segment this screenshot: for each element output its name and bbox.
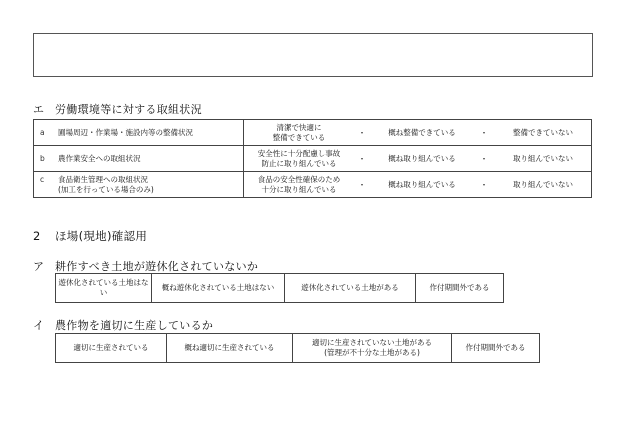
choice-idle-land-exists[interactable]: 遊休化されている土地がある <box>285 274 416 302</box>
choice-improper-land-exists[interactable]: 適切に生産されていない土地がある (管理が不十分な土地がある) <box>293 334 452 362</box>
bullet: ・ <box>480 180 488 189</box>
idle-land-choices <box>55 273 504 303</box>
section-2-number: 2 <box>33 229 41 243</box>
choice-off-season[interactable]: 作付期間外である <box>465 343 526 352</box>
labor-environment-table <box>33 119 592 198</box>
table-row <box>34 120 592 146</box>
section-e-title: 労働環境等に対する取組状況 <box>55 103 202 116</box>
row-a-options <box>244 120 592 146</box>
row-a-option-1[interactable]: 清潔で快適に 整備できている <box>272 122 326 142</box>
bullet: ・ <box>358 154 366 163</box>
comment-box[interactable] <box>33 33 593 77</box>
section-e-heading <box>33 101 202 117</box>
choice-mostly-no-idle-land[interactable]: 概ね遊休化されている土地はない <box>152 274 285 302</box>
choice-off-season[interactable]: 作付期間外である <box>429 283 490 292</box>
row-b-item <box>34 146 244 172</box>
section-i-title: 農作物を適切に生産しているか <box>55 319 214 332</box>
row-c-options <box>244 172 592 198</box>
section-a-mark: ア <box>33 260 45 273</box>
section-2-title: ほ場(現地)確認用 <box>55 229 148 243</box>
row-b-option-1[interactable]: 安全性に十分配慮し事故 防止に取り組んでいる <box>257 148 341 168</box>
row-a-item <box>34 120 244 146</box>
row-b-tag: b <box>40 153 45 163</box>
bullet: ・ <box>480 128 488 137</box>
row-b-options <box>244 146 592 172</box>
bullet: ・ <box>358 180 366 189</box>
row-c-option-1[interactable]: 食品の安全性確保のため 十分に取り組んでいる <box>257 174 341 194</box>
row-b-label: 農作業安全への取組状況 <box>58 153 141 163</box>
row-c-note: (加工を行っている場合のみ) <box>58 184 154 194</box>
row-b-option-2[interactable]: 概ね取り組んでいる <box>388 153 456 163</box>
row-a-option-2[interactable]: 概ね整備できている <box>388 127 456 137</box>
row-c-option-3[interactable]: 取り組んでいない <box>513 179 573 189</box>
row-c-item <box>34 172 244 198</box>
production-choices <box>55 333 540 363</box>
section-2-heading <box>33 228 147 244</box>
bullet: ・ <box>358 128 366 137</box>
section-i-heading <box>33 317 213 333</box>
bullet: ・ <box>480 154 488 163</box>
row-c-option-2[interactable]: 概ね取り組んでいる <box>388 179 456 189</box>
row-c-label: 食品衛生管理への取組状況 <box>58 174 148 184</box>
section-e-mark: エ <box>33 103 45 116</box>
section-a-title: 耕作すべき土地が遊休化されていないか <box>55 260 259 273</box>
row-a-tag: a <box>40 127 45 137</box>
choice-no-idle-land[interactable]: 遊休化されている土地はない <box>56 274 152 302</box>
choice-mostly-properly-produced[interactable]: 概ね適切に生産されている <box>167 334 293 362</box>
row-b-option-3[interactable]: 取り組んでいない <box>513 153 573 163</box>
table-row <box>34 146 592 172</box>
table-row <box>34 172 592 198</box>
section-i-mark: イ <box>33 319 45 332</box>
row-a-label: 圃場周辺・作業場・施設内等の整備状況 <box>58 127 193 137</box>
row-a-option-3[interactable]: 整備できていない <box>513 127 573 137</box>
row-c-tag: c <box>40 174 45 184</box>
choice-properly-produced[interactable]: 適切に生産されている <box>56 334 167 362</box>
section-a-heading <box>33 258 258 274</box>
